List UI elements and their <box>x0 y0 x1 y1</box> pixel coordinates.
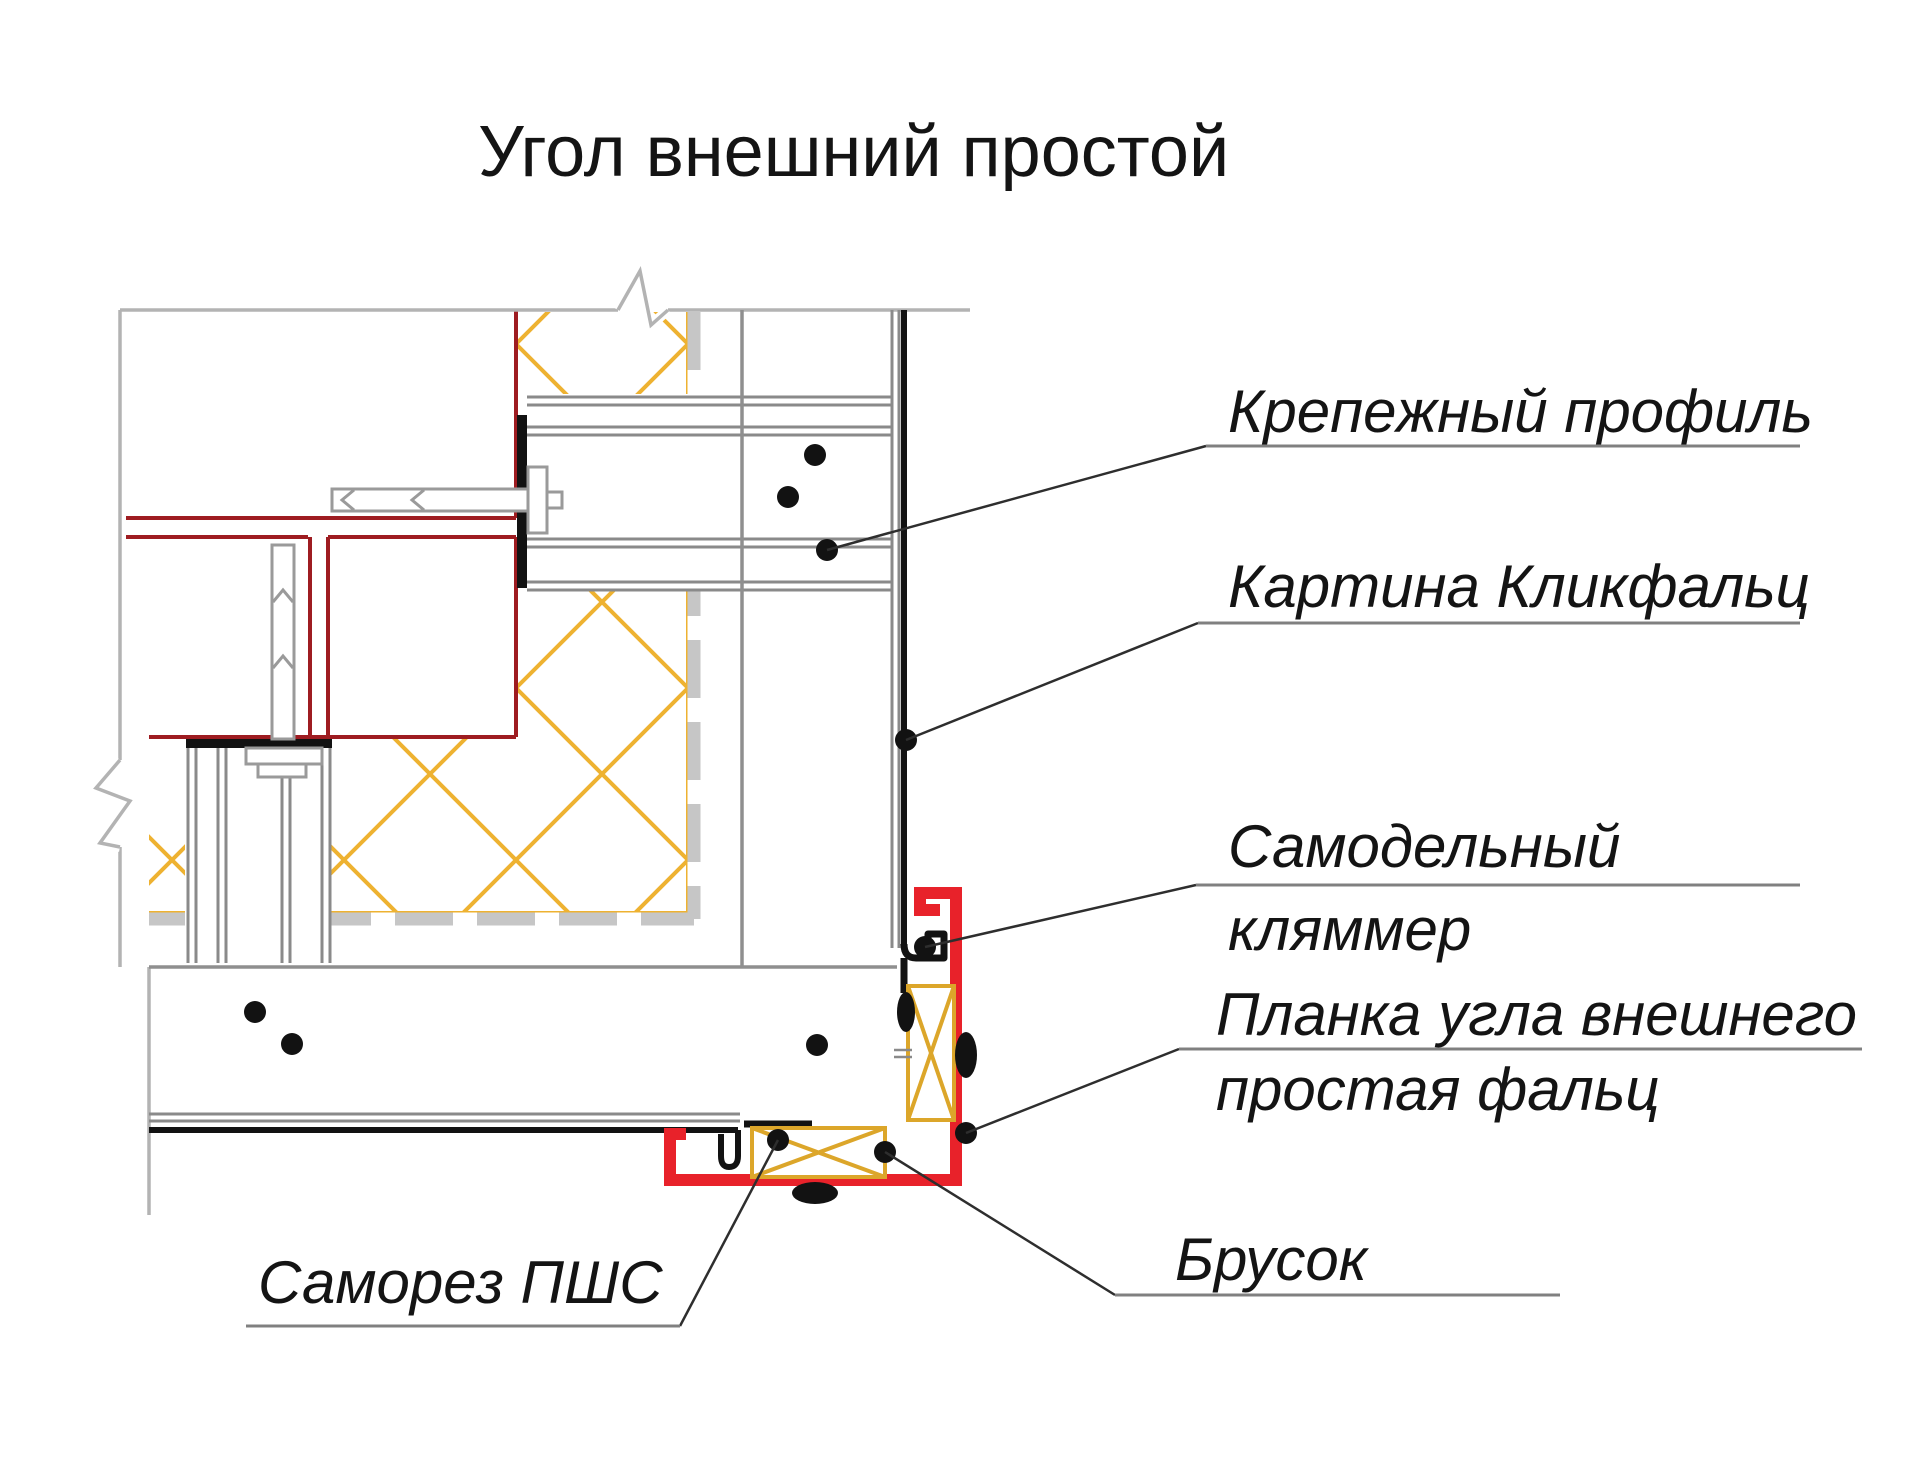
label-screw: Саморез ПШС <box>258 1249 663 1316</box>
screw-head-bottom <box>792 1182 838 1204</box>
label-corner-strip-line2: простая фальц <box>1216 1056 1660 1123</box>
panel-hem-fold <box>721 1130 738 1167</box>
leader-panel <box>895 623 1800 751</box>
anchor-bolt-right <box>332 467 562 533</box>
label-fastening-profile: Крепежный профиль <box>1228 378 1813 445</box>
bracket-band-right-bg <box>517 394 893 590</box>
label-clamp-line2: кляммер <box>1228 896 1472 963</box>
label-block: Брусок <box>1175 1226 1368 1293</box>
screw-head-left <box>897 992 915 1032</box>
label-corner-strip-line1: Планка угла внешнего <box>1216 981 1858 1048</box>
screw-head-right <box>955 1032 977 1078</box>
leader-fastening-profile <box>816 446 1800 561</box>
label-panel: Картина Кликфальц <box>1228 553 1810 620</box>
page-title: Угол внешний простой <box>478 112 1230 192</box>
wood-block-vertical <box>908 986 954 1120</box>
label-clamp-line1: Самодельный <box>1228 813 1621 880</box>
vapor-barrier-lines <box>126 310 516 737</box>
cladding-panel-bottom <box>149 1124 812 1167</box>
